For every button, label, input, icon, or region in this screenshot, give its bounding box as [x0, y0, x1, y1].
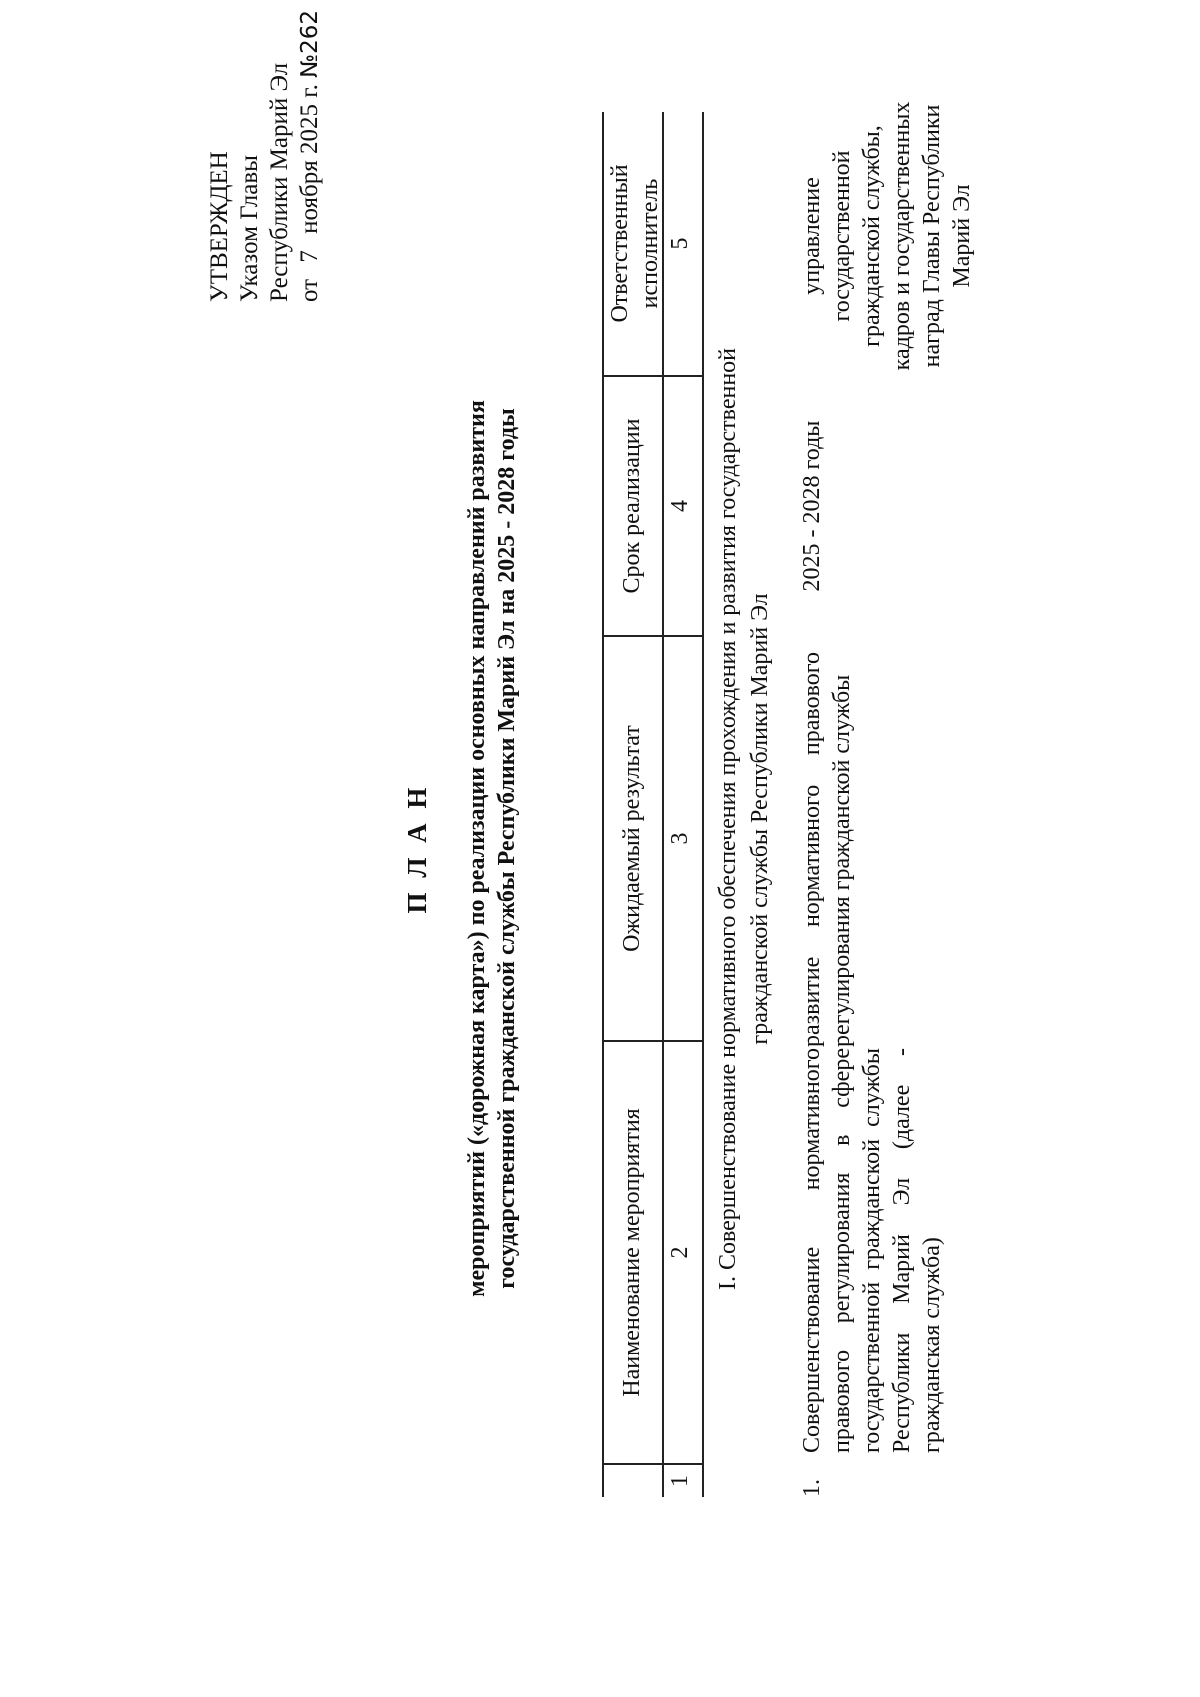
col-number-2: 2 [667, 1246, 693, 1259]
table-header-bottom [702, 112, 704, 1497]
header-executor: Ответственный исполнитель [607, 164, 663, 323]
col-number-5: 5 [667, 237, 693, 250]
plan-subtitle-line2: государственной гражданской службы Республики Марий Эл на 2025 - 2028 годы [494, 408, 520, 1289]
approval-republic: Республики Марий Эл [266, 62, 293, 302]
header-term: Срок реализации [619, 418, 645, 594]
approval-number: №262 [297, 10, 323, 78]
approval-heading: УТВЕРЖДЕН [206, 151, 233, 302]
col-number-4: 4 [667, 500, 693, 512]
plan-title: П Л А Н [402, 783, 432, 914]
header-result: Ожидаемый результат [619, 725, 645, 952]
plan-subtitle [462, 180, 522, 1517]
approval-date-rest: ноября 2025 г. [296, 84, 323, 234]
approval-block [205, 2, 325, 302]
section-heading-line1: I. Совершенствование нормативного обеспечения прохождения и развития государственной [715, 347, 741, 1291]
table-top-border [602, 112, 604, 1497]
row-number: 1. [799, 1479, 825, 1497]
approval-day: 7 [296, 250, 323, 263]
section-heading-line2: гражданской службы Республики Марий Эл [747, 593, 773, 1045]
plan-subtitle-line1: мероприятий («дорожная карта») по реализации основных направлений развития [464, 400, 490, 1297]
row-name: Совершенствование нормативного правового регулирования в сфере государственной гражданской службы Республики Марий Эл (далее - гражданская служба) [799, 1048, 945, 1453]
approval-date-prefix: от [296, 278, 323, 302]
row-result: развитие нормативного правового регулирования гражданской службы [799, 652, 855, 1047]
col-number-1: 1 [667, 1475, 693, 1487]
header-name: Наименование мероприятия [619, 1108, 645, 1397]
section-heading [712, 139, 776, 1499]
col-number-3: 3 [667, 832, 693, 845]
approval-decree: Указом Главы [236, 155, 263, 302]
row-term: 2025 - 2028 годы [799, 420, 825, 592]
approval-date [295, 2, 325, 302]
row-executor: управление государственной гражданской службы, кадров и государственных наград Главы Республики Марий Эл [799, 101, 975, 371]
